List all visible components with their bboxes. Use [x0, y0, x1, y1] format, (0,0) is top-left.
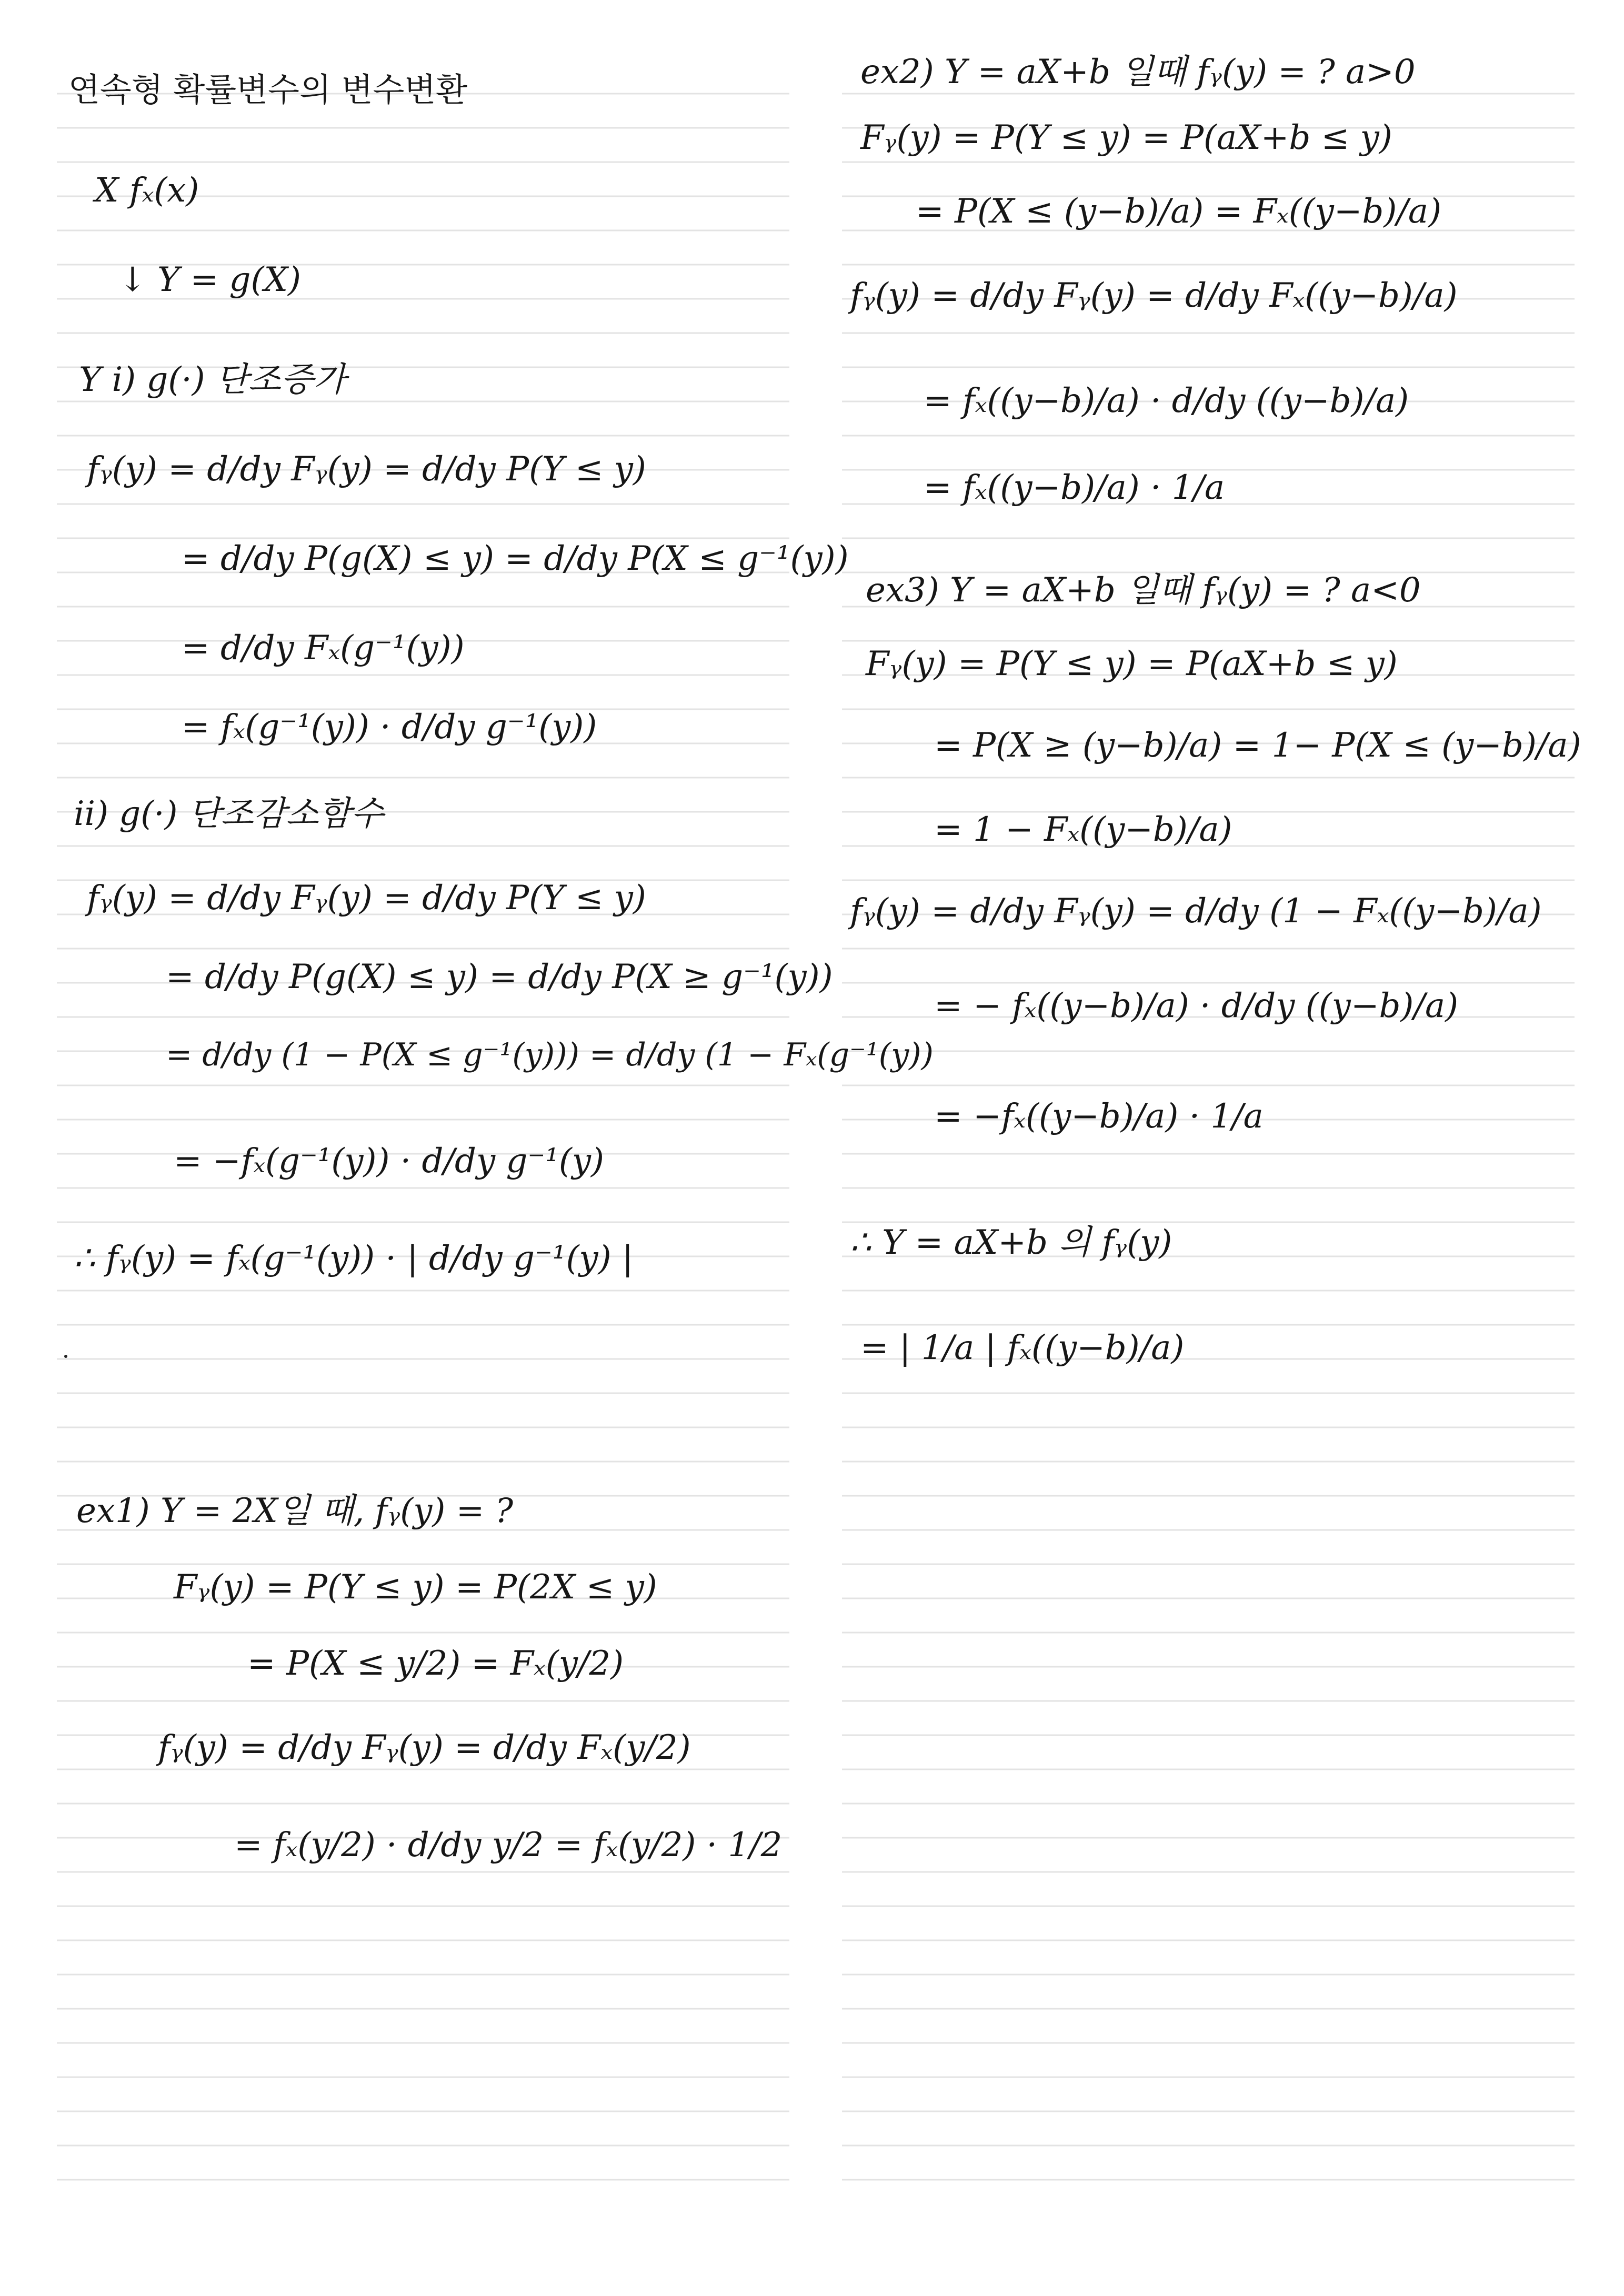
note-line: ex2) Y = aX+b 일때 fᵧ(y) = ? a>0 — [860, 53, 1416, 92]
note-line: = P(X ≤ y/2) = Fₓ(y/2) — [247, 1644, 624, 1683]
note-line: ∴ Y = aX+b 의 fᵧ(y) — [850, 1223, 1172, 1262]
note-line: = d/dy Fₓ(g⁻¹(y)) — [182, 629, 465, 668]
note-line: = fₓ((y−b)/a) · 1/a — [924, 468, 1225, 507]
note-line: ex3) Y = aX+b 일때 fᵧ(y) = ? a<0 — [866, 571, 1421, 610]
note-line: = d/dy P(g(X) ≤ y) = d/dy P(X ≥ g⁻¹(y)) — [166, 958, 833, 996]
note-line: = P(X ≤ (y−b)/a) = Fₓ((y−b)/a) — [916, 192, 1442, 231]
note-line: fᵧ(y) = d/dy Fᵧ(y) = d/dy Fₓ(y/2) — [158, 1728, 691, 1767]
note-line: = fₓ((y−b)/a) · d/dy ((y−b)/a) — [924, 381, 1409, 420]
note-line: Fᵧ(y) = P(Y ≤ y) = P(aX+b ≤ y) — [866, 645, 1398, 683]
note-title: 연속형 확률변수의 변수변환 — [68, 71, 468, 109]
note-line: fᵧ(y) = d/dy Fᵧ(y) = d/dy (1 − Fₓ((y−b)/a) — [850, 892, 1542, 931]
note-line: ex1) Y = 2X일 때, fᵧ(y) = ? — [76, 1492, 514, 1530]
note-line: = | 1/a | fₓ((y−b)/a) — [860, 1328, 1185, 1367]
ink-dot — [64, 1355, 67, 1358]
note-line: = P(X ≥ (y−b)/a) = 1− P(X ≤ (y−b)/a) — [934, 726, 1581, 765]
note-line: ii) g(·) 단조감소함수 — [74, 794, 384, 833]
note-line: Y i) g(·) 단조증가 — [79, 360, 346, 399]
note-line: fᵧ(y) = d/dy Fᵧ(y) = d/dy P(Y ≤ y) — [87, 879, 646, 918]
note-line: = −fₓ((y−b)/a) · 1/a — [934, 1097, 1264, 1136]
note-line: = 1 − Fₓ((y−b)/a) — [934, 810, 1232, 849]
note-line: = −fₓ(g⁻¹(y)) · d/dy g⁻¹(y) — [174, 1142, 604, 1181]
note-line: = d/dy (1 − P(X ≤ g⁻¹(y))) = d/dy (1 − Fₓ(g⁻¹(y)) — [166, 1036, 934, 1073]
note-line: fᵧ(y) = d/dy Fᵧ(y) = d/dy Fₓ((y−b)/a) — [850, 276, 1458, 315]
note-line: ↓ Y = g(X) — [118, 260, 301, 299]
note-line: Fᵧ(y) = P(Y ≤ y) = P(aX+b ≤ y) — [860, 118, 1392, 157]
note-line: fᵧ(y) = d/dy Fᵧ(y) = d/dy P(Y ≤ y) — [87, 450, 646, 489]
note-line: X fₓ(x) — [95, 171, 199, 210]
note-line: = − fₓ((y−b)/a) · d/dy ((y−b)/a) — [934, 986, 1459, 1025]
note-line: = fₓ(y/2) · d/dy y/2 = fₓ(y/2) · 1/2 — [234, 1826, 783, 1865]
note-line: Fᵧ(y) = P(Y ≤ y) = P(2X ≤ y) — [174, 1568, 657, 1607]
note-line: = fₓ(g⁻¹(y)) · d/dy g⁻¹(y)) — [182, 708, 597, 747]
note-line: ∴ fᵧ(y) = fₓ(g⁻¹(y)) · | d/dy g⁻¹(y) | — [74, 1239, 634, 1278]
note-line: = d/dy P(g(X) ≤ y) = d/dy P(X ≤ g⁻¹(y)) — [182, 539, 849, 578]
